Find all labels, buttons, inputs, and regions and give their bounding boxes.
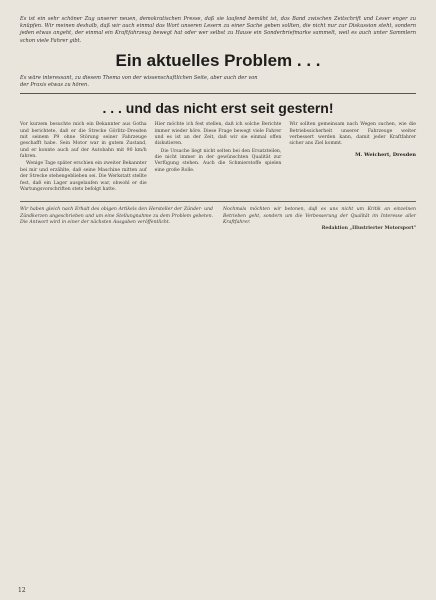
- lead-paragraph: Es ist ein sehr schöner Zug unserer neuen, demokratischen Presse, daß sie laufend bemüht ist, das Band zwischen Zeitschrift und Leser enger zu knüpfen. Wir meinen deshalb, daß wir auch einmal das Wort unseren Lesern zu einer Sache geben sollten, die nicht nur zur Diskussion steht, sondern jeden etwas angeht, der einmal ein Kraftfahrzeug bewegt hat oder wer selbst zu Hause ein Sonderbriefmarke sammelt, weil es auch unter Sammlern schon viele Fahrer gibt.: [20, 16, 416, 44]
- editorial-note-left: Wir haben gleich nach Erhalt des obigen Artikels den Hersteller der Zünder- und Zündkerzen angeschrieben und um eine Stellungnahme zu dem Problem gebeten. Die Antwort wird in einer der nächsten Ausgaben veröffentlicht.: [20, 207, 213, 225]
- divider: [20, 93, 416, 94]
- lead-paragraph-2: Es wäre interessant, zu diesem Thema von der wissenschaftlichen Seite, aber auch der von der Praxis etwas zu hören.: [20, 74, 258, 89]
- article-columns: [20, 122, 416, 194]
- headline-2: . . . und das nicht erst seit gestern!: [102, 100, 334, 117]
- column-1: [20, 122, 147, 194]
- editorial-signature: Redaktion „Illustrierter Motorsport": [321, 226, 416, 232]
- author-signature: M. Weichert, Dresden: [355, 151, 417, 158]
- paragraph: Die Ursache liegt nicht selten bei den Ersatzteilen, die nicht immer in der gewünschten Qualität zur Verfügung stehen. Auch die Schmierstoffe spielen eine große Rolle.: [154, 148, 282, 173]
- paragraph: Wenige Tage später erschien ein zweiter Bekannter bei mir und erzählte, daß seine Maschine mitten auf der Strecke stehengeblieben sei. Die Werkstatt stellte fest, daß ein Lager ausgelaufen war, obwohl er die Wartungsvorschriften stets befolgt hatte.: [20, 161, 147, 192]
- editorial-note-right: Nochmals möchten wir betonen, daß es uns nicht um Kritik an einzelnen Betrieben geht, sondern um die Verbesserung der Qualität im Interesse aller Kraftfahrer.: [223, 207, 416, 225]
- headline-1: Ein aktuelles Problem . . .: [115, 50, 321, 70]
- paragraph: Hier möchte ich fest stellen, daß ich solche Berichte immer wieder höre. Diese Frage bewegt viele Fahrer und es ist an der Zeit, daß wir sie einmal offen diskutieren.: [154, 122, 282, 147]
- column-2: [155, 122, 282, 194]
- editorial-note-right-column: [223, 207, 416, 232]
- page-number: 12: [18, 587, 26, 594]
- paragraph: Vor kurzem besuchte mich ein Bekannter aus Gotha und berichtete, daß er die Strecke Görlitz–Dresden mit seinem P9 ohne Störung seiner Fahrzeuge geschafft habe. Sein Motor war in gutem Zustand, und er konnte auch auf der Autobahn mit 90 km/h fahren.: [20, 122, 147, 159]
- editorial-note-box: [20, 201, 416, 232]
- paragraph: Wir sollten gemeinsam nach Wegen suchen, wie die Betriebssicherheit unserer Fahrzeuge weiter verbessert werden kann, damit jeder Kraftfahrer sicher ans Ziel kommt.: [289, 122, 417, 147]
- column-3: [289, 122, 416, 194]
